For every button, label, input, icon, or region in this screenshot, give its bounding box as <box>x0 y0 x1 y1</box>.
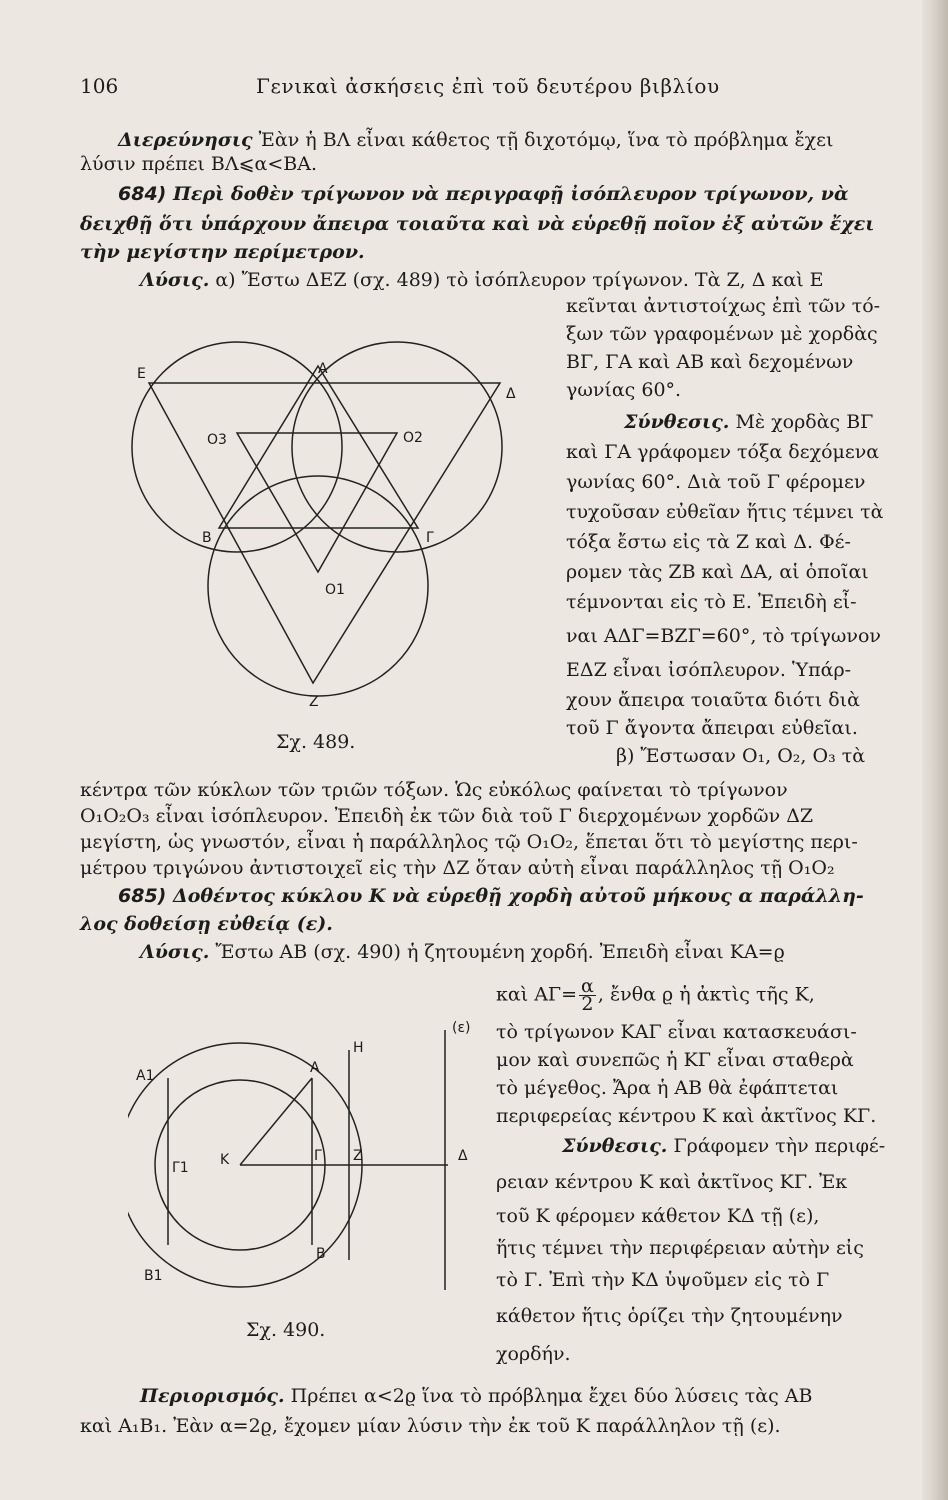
problem-684-line-1 <box>118 182 849 206</box>
label-b: Β <box>202 530 212 546</box>
synthesis-685-line-5: τὸ Γ. Ἐπὶ τὴν ΚΔ ὑψοῦμεν εἰς τὸ Γ <box>496 1269 830 1291</box>
part-b-line-2: κέντρα τῶν κύκλων τῶν τριῶν τόξων. Ὡς εὐκόλως φαίνεται τὸ τρίγωνον <box>80 779 788 801</box>
running-title: Γενικαὶ ἀσκήσεις ἐπὶ τοῦ δευτέρου βιβλίου <box>256 74 720 98</box>
label-h: H <box>353 1040 364 1056</box>
synthesis-684-line-4: τυχοῦσαν εὐθεῖαν ἥτις τέμνει τὰ <box>566 501 884 523</box>
synthesis-684-line-8: ναι ΑΔΓ=ΒΖΓ=60°, τὸ τρίγωνον <box>566 625 881 647</box>
solution-685-line-4: μον καὶ συνεπῶς ἡ ΚΓ εἶναι σταθερὰ <box>496 1049 854 1071</box>
caption-490: Σχ. 490. <box>246 1319 326 1341</box>
synthesis-685-line-3: τοῦ Κ φέρομεν κάθετον ΚΔ τῇ (ε), <box>496 1205 820 1227</box>
synthesis-684-line-3: γωνίας 60°. Διὰ τοῦ Γ φέρομεν <box>566 471 866 493</box>
label-z: Z <box>353 1148 363 1164</box>
solution-label-685: Λύσις. <box>140 941 210 963</box>
circle-o3 <box>132 342 342 552</box>
solution-684-line-1 <box>140 268 824 292</box>
synthesis-685-line-4: ἥτις τέμνει τὴν περιφέρειαν αὐτὴν εἰς <box>496 1237 864 1259</box>
label-e-line: (ε) <box>452 1020 471 1036</box>
label-e: Ε <box>137 366 146 382</box>
synthesis-684-text-1: Μὲ χορδὰς ΒΓ <box>729 411 874 433</box>
figure-489 <box>128 318 528 720</box>
limitation-label: Περιορισμός. <box>140 1385 285 1407</box>
fraction-numerator: α <box>581 975 594 997</box>
synthesis-label-685: Σύνθεσις. <box>562 1135 668 1157</box>
part-b-line-5: μέτρου τριγώνου ἀντιστοιχεῖ εἰς τὴν ΔΖ ὅταν αὐτὴ εἶναι παράλληλος τῇ Ο₁Ο₂ <box>80 857 835 879</box>
page-number: 106 <box>80 74 119 98</box>
page-edge-shadow <box>922 0 948 1500</box>
label-a: A <box>310 1060 320 1076</box>
solution-label-684: Λύσις. <box>140 269 210 291</box>
solution-684-text-1: α) Ἔστω ΔΕΖ (σχ. 489) τὸ ἰσόπλευρον τρίγωνον. Τὰ Ζ, Δ καὶ Ε <box>209 269 824 291</box>
label-k: K <box>220 1152 230 1168</box>
synthesis-684-line-6: ρομεν τὰς ΖΒ καὶ ΔΑ, αἱ ὁποῖαι <box>566 561 869 583</box>
fraction-prefix: καὶ ΑΓ= <box>496 983 578 1006</box>
synthesis-685-line-2: ρειαν κέντρου Κ καὶ ἀκτῖνος ΚΓ. Ἐκ <box>496 1171 848 1193</box>
fraction-denominator: 2 <box>581 993 594 1015</box>
label-o2: O2 <box>403 430 423 446</box>
synthesis-684-line-5: τόξα ἔστω εἰς τὰ Ζ καὶ Δ. Φέ- <box>566 531 851 553</box>
label-b: B <box>316 1246 326 1262</box>
solution-684-line-2: κεῖνται ἀντιστοίχως ἐπὶ τῶν τό- <box>566 295 881 317</box>
label-b1: B1 <box>144 1268 163 1284</box>
label-o3: O3 <box>207 432 227 448</box>
synthesis-684-line-11: τοῦ Γ ἄγοντα ἄπειραι εὐθεῖαι. <box>566 717 858 739</box>
solution-685-line-1 <box>140 940 785 964</box>
label-g: Γ <box>314 1148 322 1164</box>
problem-685-line-2: λος δοθείσῃ εὐθείᾳ (ε). <box>80 913 333 935</box>
part-b-line-4: μεγίστη, ὡς γνωστόν, εἶναι ἡ παράλληλος τῷ Ο₁Ο₂, ἕπεται ὅτι τὸ μεγίστης περι- <box>80 831 858 853</box>
solution-684-line-5: γωνίας 60°. <box>566 379 682 401</box>
label-o1: O1 <box>325 582 345 598</box>
synthesis-684-line-9: ΕΔΖ εἶναι ἰσόπλευρον. Ὑπάρ- <box>566 659 852 681</box>
solution-684-line-4: ΒΓ, ΓΑ καὶ ΑΒ καὶ δεχομένων <box>566 351 854 373</box>
circle-o1 <box>208 476 428 696</box>
synthesis-label-684: Σύνθεσις. <box>624 411 730 433</box>
label-d: Δ <box>506 386 516 402</box>
radius-ka <box>240 1078 312 1165</box>
label-g: Γ <box>426 530 434 546</box>
label-d: Δ <box>458 1148 468 1164</box>
problem-684-line-3: τὴν μεγίστην περίμετρον. <box>80 241 365 263</box>
synthesis-685-text-1: Γράφομεν τὴν περιφέ- <box>667 1135 886 1157</box>
solution-685-text-1: Ἔστω ΑΒ (σχ. 490) ἡ ζητουμένη χορδή. Ἐπειδὴ εἶναι ΚΑ=ϱ <box>209 941 785 963</box>
label-g1: Γ1 <box>172 1160 189 1176</box>
triangle-abg <box>219 366 418 528</box>
discussion-line-2: λύσιν πρέπει ΒΛ⩽α<ΒΑ. <box>80 153 317 175</box>
part-b-line-3: Ο₁Ο₂Ο₃ εἶναι ἰσόπλευρον. Ἐπειδὴ ἐκ τῶν διὰ τοῦ Γ διερχομένων χορδῶν ΔΖ <box>80 805 814 827</box>
solution-685-fraction-line <box>496 975 815 1015</box>
solution-685-line-3: τὸ τρίγωνον ΚΑΓ εἶναι κατασκευάσι- <box>496 1021 857 1043</box>
problem-684-number: 684) <box>118 183 167 205</box>
fraction-a-over-2 <box>579 975 596 1015</box>
synthesis-685-line-1 <box>562 1134 885 1158</box>
synthesis-684-line-10: χουν ἄπειρα τοιαῦτα διότι διὰ <box>566 689 860 711</box>
synthesis-685-line-7: χορδήν. <box>496 1343 571 1365</box>
caption-489: Σχ. 489. <box>276 731 356 753</box>
problem-684-text-1: Περὶ δοθὲν τρίγωνον νὰ περιγραφῇ ἰσόπλευρον τρίγωνον, νὰ <box>166 183 849 205</box>
discussion-line-1 <box>118 128 833 152</box>
fraction-suffix: , ἔνθα ϱ ἡ ἀκτὶς τῆς Κ, <box>597 983 815 1006</box>
limitation-line-1 <box>140 1384 812 1408</box>
solution-685-line-5: τὸ μέγεθος. Ἄρα ἡ ΑΒ θὰ ἐφάπτεται <box>496 1077 839 1099</box>
figure-490 <box>128 1016 482 1300</box>
problem-685-number: 685) <box>118 885 167 907</box>
part-b-line-1: β) Ἔστωσαν Ο₁, Ο₂, Ο₃ τὰ <box>616 745 866 767</box>
problem-684-line-2: δειχθῇ ὅτι ὑπάρχουν ἄπειρα τοιαῦτα καὶ νὰ εὑρεθῇ ποῖον ἐξ αὐτῶν ἔχει <box>80 213 875 235</box>
synthesis-684-line-2: καὶ ΓΑ γράφομεν τόξα δεχόμενα <box>566 441 880 463</box>
label-a: Α <box>318 361 328 377</box>
synthesis-684-line-7: τέμνονται εἰς τὸ Ε. Ἐπειδὴ εἶ- <box>566 591 857 613</box>
label-z: Z <box>309 694 319 710</box>
limitation-line-2: καὶ Α₁Β₁. Ἐὰν α=2ϱ, ἔχομεν μίαν λύσιν τὴν ἐκ τοῦ Κ παράλληλον τῇ (ε). <box>80 1415 781 1437</box>
solution-684-line-3: ξων τῶν γραφομένων μὲ χορδὰς <box>566 323 878 345</box>
synthesis-684-line-1 <box>624 410 873 434</box>
problem-685-line-1 <box>118 884 864 908</box>
limitation-text-1: Πρέπει α<2ϱ ἵνα τὸ πρόβλημα ἔχει δύο λύσεις τὰς ΑΒ <box>284 1385 813 1407</box>
solution-685-line-6: περιφερείας κέντρου Κ καὶ ἀκτῖνος ΚΓ. <box>496 1105 877 1127</box>
synthesis-685-line-6: κάθετον ἥτις ὁρίζει τὴν ζητουμένην <box>496 1305 843 1327</box>
discussion-text-1: Ἐὰν ἡ ΒΛ εἶναι κάθετος τῇ διχοτόμῳ, ἵνα τὸ πρόβλημα ἔχει <box>252 129 834 151</box>
label-a1: A1 <box>136 1068 155 1084</box>
discussion-label: Διερεύνησις <box>118 129 253 151</box>
problem-685-text-1: Δοθέντος κύκλου Κ νὰ εὑρεθῇ χορδὴ αὐτοῦ μήκους α παράλλη- <box>166 885 864 907</box>
